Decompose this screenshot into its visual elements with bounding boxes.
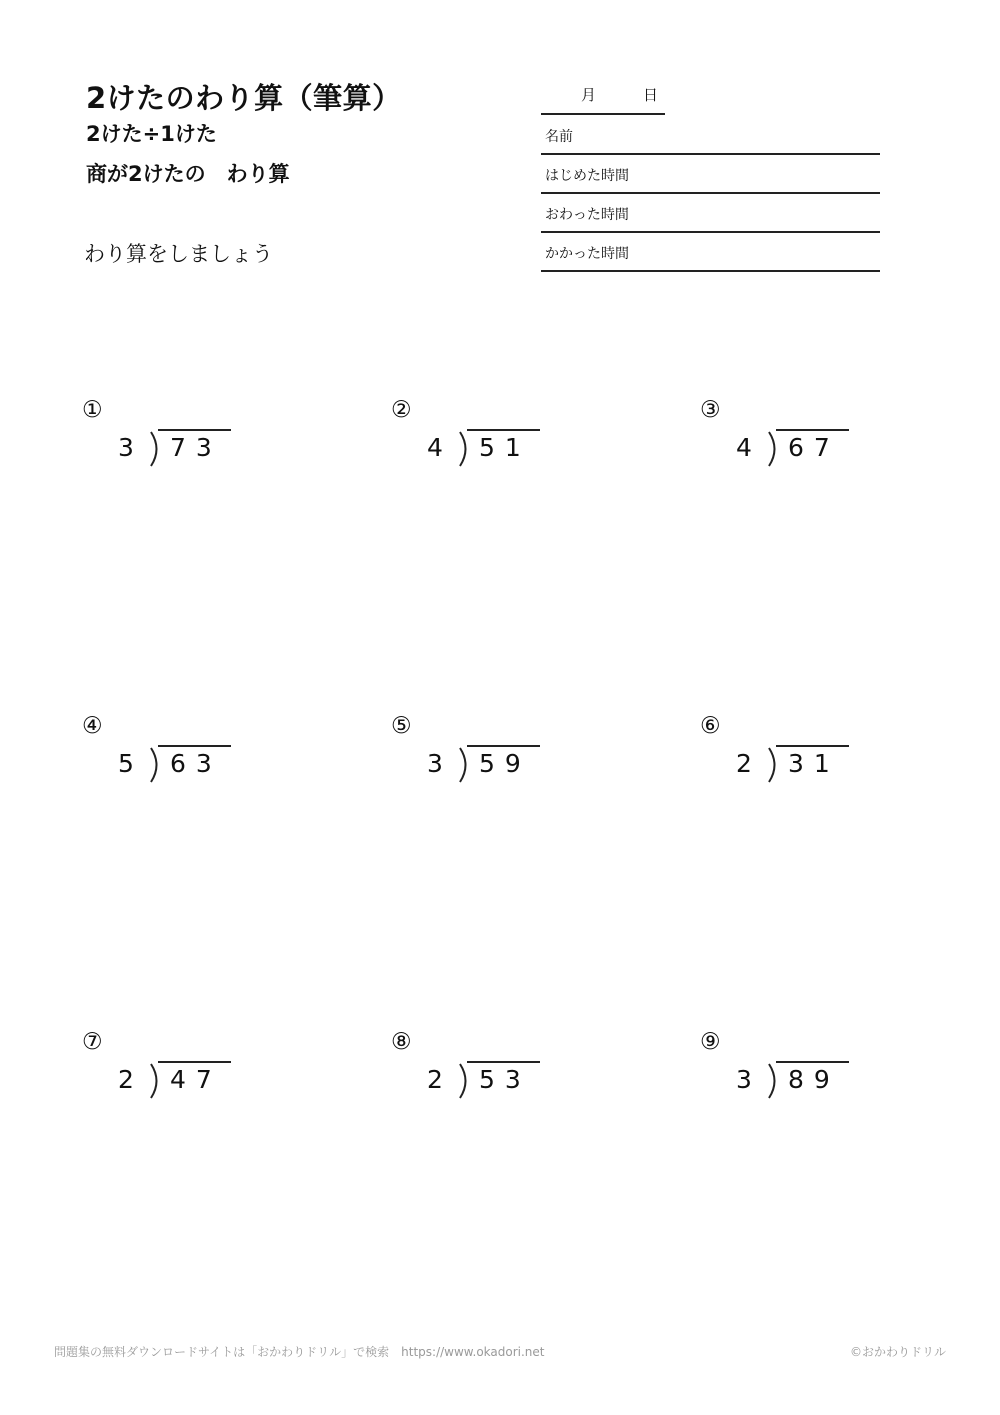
division-bar	[776, 745, 849, 747]
problem-number: ①	[82, 397, 103, 423]
elapsed-time-label: かかった時間	[545, 246, 629, 262]
footer-site-note: 問題集の無料ダウンロードサイトは「おかわりドリル」で検索 https://www.okadori.net	[54, 1345, 545, 1359]
date-field[interactable]	[541, 82, 665, 115]
divisor: 3	[118, 433, 134, 462]
footer-copyright: ©おかわりドリル	[850, 1345, 947, 1359]
dividend: 73	[170, 433, 222, 462]
division-bracket	[150, 1063, 160, 1099]
division-bracket	[768, 747, 778, 783]
division-bracket	[459, 1063, 469, 1099]
dividend: 63	[170, 749, 222, 778]
division-bar	[776, 1061, 849, 1063]
division-problem[interactable]	[391, 715, 561, 785]
instruction-text: わり算をしましょう	[84, 242, 273, 266]
end-time-label: おわった時間	[545, 207, 629, 223]
problem-number: ⑦	[82, 1029, 103, 1055]
name-label: 名前	[545, 129, 573, 145]
dividend: 53	[479, 1065, 531, 1094]
divisor: 2	[427, 1065, 443, 1094]
divisor: 4	[427, 433, 443, 462]
division-bar	[467, 745, 540, 747]
worksheet-title: 2けたのわり算（筆算）	[86, 81, 402, 115]
division-bar	[467, 1061, 540, 1063]
problem-number: ⑧	[391, 1029, 412, 1055]
worksheet-subtitle: 2けた÷1けた	[86, 122, 217, 146]
division-problem[interactable]	[82, 1031, 252, 1101]
division-bar	[467, 429, 540, 431]
elapsed-time-field[interactable]	[541, 233, 880, 272]
division-problem[interactable]	[82, 715, 252, 785]
division-bar	[776, 429, 849, 431]
division-problem[interactable]	[700, 1031, 870, 1101]
dividend: 51	[479, 433, 531, 462]
dividend: 31	[788, 749, 840, 778]
division-bracket	[459, 431, 469, 467]
name-field[interactable]	[541, 116, 880, 155]
start-time-label: はじめた時間	[545, 168, 629, 184]
division-problem[interactable]	[700, 715, 870, 785]
month-label: 月	[581, 86, 597, 104]
dividend: 67	[788, 433, 840, 462]
divisor: 2	[118, 1065, 134, 1094]
day-label: 日	[643, 86, 659, 104]
divisor: 4	[736, 433, 752, 462]
division-bracket	[768, 1063, 778, 1099]
division-bar	[158, 429, 231, 431]
dividend: 59	[479, 749, 531, 778]
division-problem[interactable]	[391, 1031, 561, 1101]
divisor: 5	[118, 749, 134, 778]
end-time-field[interactable]	[541, 194, 880, 233]
worksheet-subtitle-detail: 商が2けたの わり算	[86, 162, 290, 186]
problem-number: ③	[700, 397, 721, 423]
division-bar	[158, 1061, 231, 1063]
problem-number: ④	[82, 713, 103, 739]
problem-number: ⑤	[391, 713, 412, 739]
problem-number: ②	[391, 397, 412, 423]
division-bracket	[150, 747, 160, 783]
divisor: 2	[736, 749, 752, 778]
divisor: 3	[427, 749, 443, 778]
division-bar	[158, 745, 231, 747]
division-problem[interactable]	[82, 399, 252, 469]
problem-number: ⑥	[700, 713, 721, 739]
division-bracket	[150, 431, 160, 467]
division-bracket	[459, 747, 469, 783]
division-bracket	[768, 431, 778, 467]
problem-number: ⑨	[700, 1029, 721, 1055]
divisor: 3	[736, 1065, 752, 1094]
start-time-field[interactable]	[541, 155, 880, 194]
division-problem[interactable]	[391, 399, 561, 469]
dividend: 47	[170, 1065, 222, 1094]
dividend: 89	[788, 1065, 840, 1094]
division-problem[interactable]	[700, 399, 870, 469]
